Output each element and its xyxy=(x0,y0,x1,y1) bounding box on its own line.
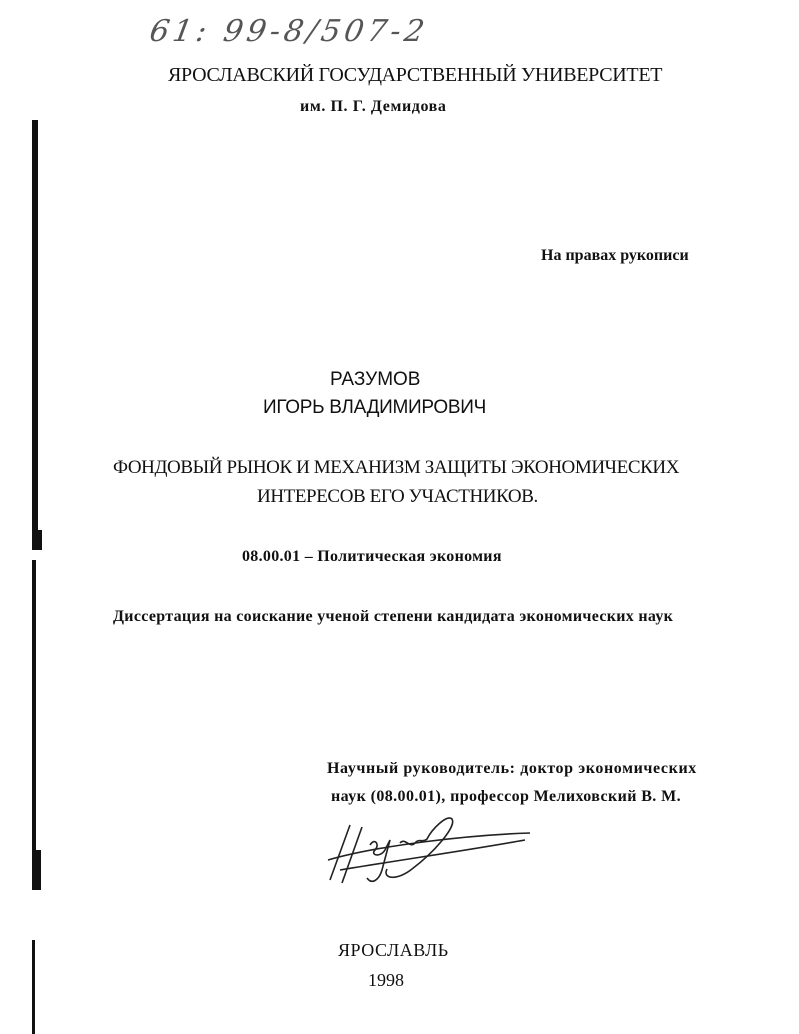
scan-edge xyxy=(32,560,36,850)
city: ЯРОСЛАВЛЬ xyxy=(338,940,449,960)
manuscript-rights: На правах рукописи xyxy=(541,247,689,264)
university-name: им. П. Г. Демидова xyxy=(300,98,447,115)
specialty: 08.00.01 – Политическая экономия xyxy=(242,548,502,565)
archive-mark: 61: 99-8/507-2 xyxy=(146,14,431,49)
scan-edge xyxy=(32,530,42,550)
scan-edge xyxy=(32,940,35,1034)
supervisor-line-1: Научный руководитель: доктор экономических xyxy=(327,760,697,777)
title-line-1: ФОНДОВЫЙ РЫНОК И МЕХАНИЗМ ЗАЩИТЫ ЭКОНОМИЧЕСКИХ xyxy=(113,457,680,478)
university: ЯРОСЛАВСКИЙ ГОСУДАРСТВЕННЫЙ УНИВЕРСИТЕТ xyxy=(168,64,663,86)
author-surname: РАЗУМОВ xyxy=(330,369,421,390)
scan-edge xyxy=(32,120,38,540)
title-line-2: ИНТЕРЕСОВ ЕГО УЧАСТНИКОВ. xyxy=(257,486,538,507)
scan-edge xyxy=(32,850,41,890)
degree: Диссертация на соискание ученой степени кандидата экономических наук xyxy=(113,608,674,625)
author-name: ИГОРЬ ВЛАДИМИРОВИЧ xyxy=(263,397,486,418)
signature xyxy=(320,815,540,890)
supervisor-line-2: наук (08.00.01), профессор Мелиховский В. М. xyxy=(331,788,682,805)
year: 1998 xyxy=(368,970,404,990)
